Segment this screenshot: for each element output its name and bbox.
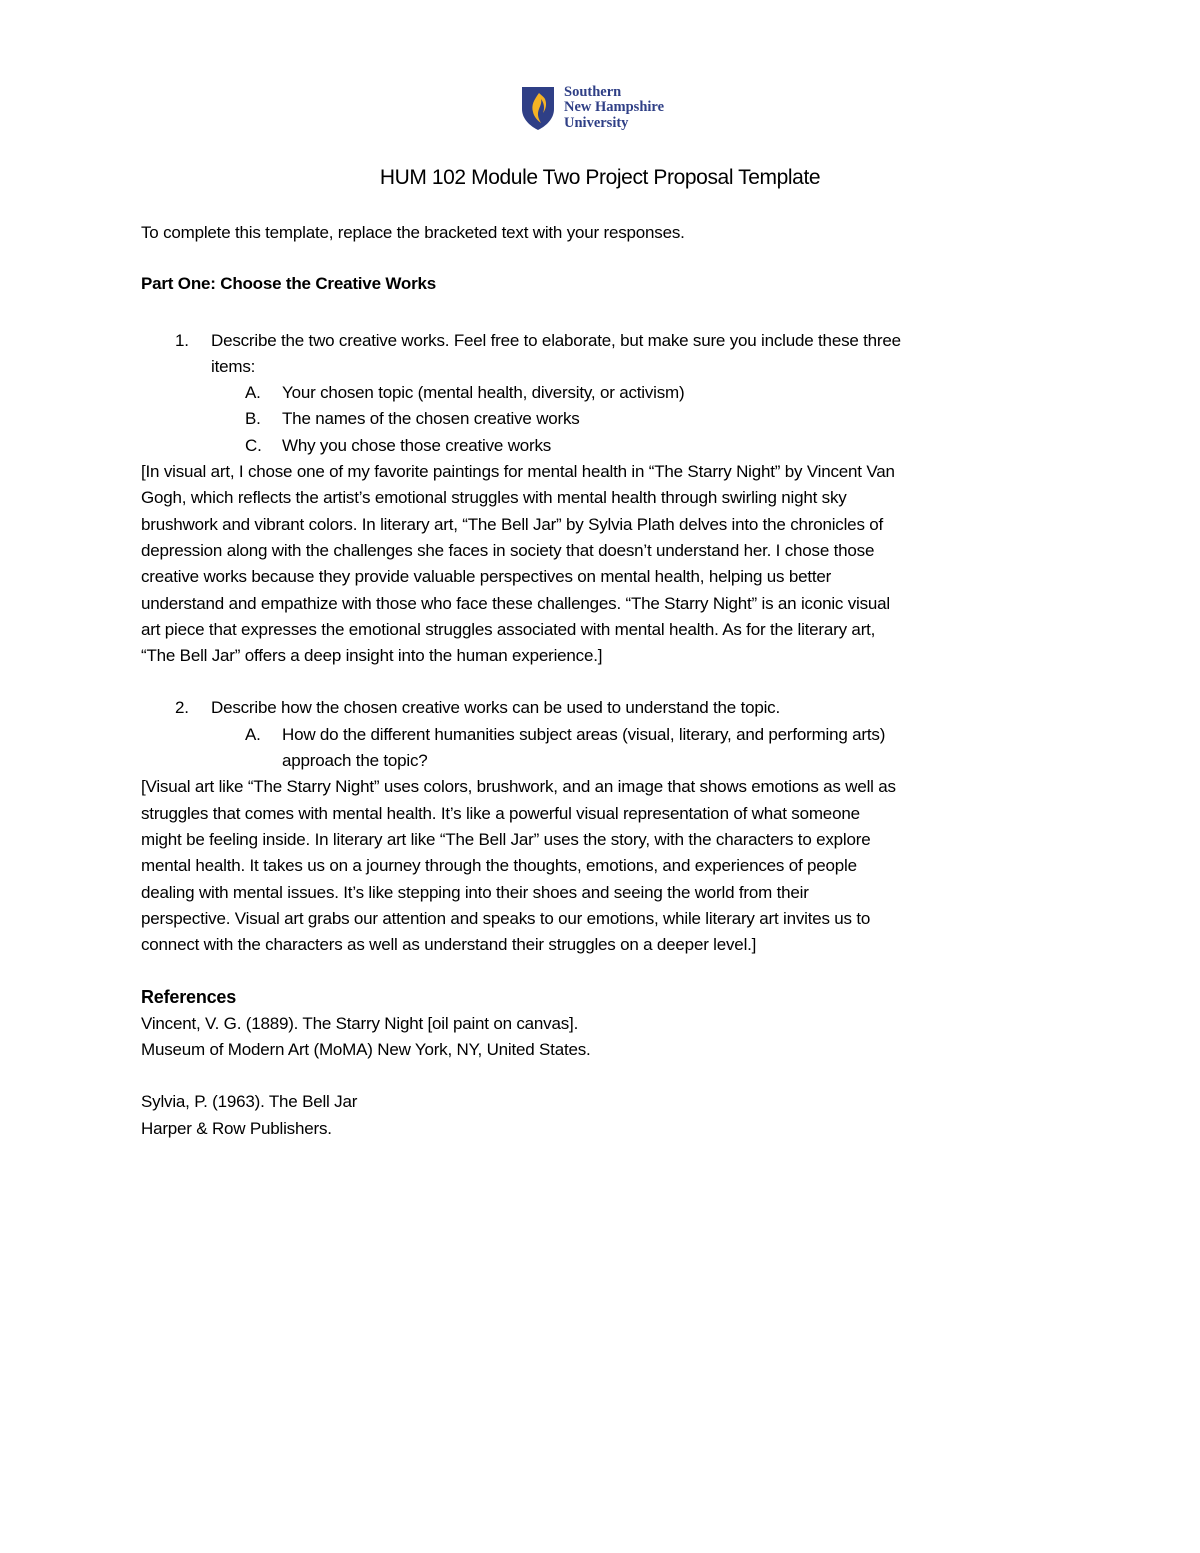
- item-marker: B.: [245, 409, 261, 429]
- answer-line: understand and empathize with those who face these challenges. “The Starry Night” is an iconic visual: [141, 593, 890, 613]
- answer-line: “The Bell Jar” offers a deep insight into the human experience.]: [141, 646, 603, 666]
- question-1-item-b: [141, 406, 1061, 432]
- item-marker: A.: [245, 724, 261, 744]
- answer-line: creative works because they provide valuable perspectives on mental health, helping us better: [141, 567, 832, 587]
- item-text: Why you chose those creative works: [282, 435, 552, 455]
- answer-line: [Visual art like “The Starry Night” uses colors, brushwork, and an image that shows emotions as well as: [141, 777, 896, 797]
- question-2-marker: 2.: [175, 698, 189, 718]
- reference-spacer: [141, 1063, 1061, 1089]
- reference-2-line-2: Harper & Row Publishers.: [141, 1118, 332, 1138]
- shield-flame-icon: [520, 85, 556, 131]
- question-2: [141, 695, 1061, 721]
- answer-line: [In visual art, I chose one of my favorite paintings for mental health in “The Starry Night” by Vincent Van: [141, 462, 895, 482]
- intro-text: To complete this template, replace the bracketed text with your responses.: [141, 223, 685, 242]
- answer-line: struggles that comes with mental health. It’s like a powerful visual representation of what someone: [141, 803, 860, 823]
- logo-line-1: Southern: [564, 83, 622, 100]
- question-1-line-2: items:: [211, 356, 256, 376]
- answer-line: connect with the characters as well as understand their struggles on a deeper level.]: [141, 935, 757, 955]
- part-one-heading: Part One: Choose the Creative Works: [141, 274, 436, 294]
- university-logo: [520, 83, 700, 133]
- logo-line-2: New Hampshire: [564, 99, 665, 116]
- logo-wordmark: [564, 85, 664, 132]
- answer-line: dealing with mental issues. It’s like stepping into their shoes and seeing the world from their: [141, 882, 809, 902]
- answer-1: [141, 459, 1061, 669]
- question-1-line-1: Describe the two creative works. Feel free to elaborate, but make sure you include these three: [211, 330, 901, 350]
- item-text-line-1: How do the different humanities subject areas (visual, literary, and performing arts): [282, 724, 886, 744]
- item-text: Your chosen topic (mental health, diversity, or activism): [282, 383, 685, 403]
- answer-line: mental health. It takes us on a journey through the thoughts, emotions, and experiences of people: [141, 856, 857, 876]
- answer-line: art piece that expresses the emotional struggles associated with mental health. As for the literary art,: [141, 619, 876, 639]
- question-1-item-a: [141, 380, 1061, 406]
- item-text-line-2: approach the topic?: [282, 751, 428, 771]
- question-2-text: Describe how the chosen creative works can be used to understand the topic.: [211, 698, 781, 718]
- document-body: [141, 220, 1061, 1142]
- answer-line: might be feeling inside. In literary art like “The Bell Jar” uses the story, with the characters to explore: [141, 829, 871, 849]
- page-title: HUM 102 Module Two Project Proposal Template: [379, 166, 821, 189]
- reference-2-line-1: Sylvia, P. (1963). The Bell Jar: [141, 1092, 358, 1112]
- question-1-marker: 1.: [175, 330, 189, 350]
- references-heading: References: [141, 987, 237, 1008]
- question-1-item-c: [141, 433, 1061, 459]
- item-text: The names of the chosen creative works: [282, 409, 580, 429]
- item-marker: A.: [245, 383, 261, 403]
- answer-2: [141, 774, 1061, 958]
- answer-line: depression along with the challenges she faces in society that doesn’t understand her. I chose those: [141, 540, 875, 560]
- answer-line: Gogh, which reflects the artist’s emotional struggles with mental health through swirling night sky: [141, 488, 847, 508]
- reference-1-line-2: Museum of Modern Art (MoMA) New York, NY, United States.: [141, 1040, 591, 1060]
- answer-line: brushwork and vibrant colors. In literary art, “The Bell Jar” by Sylvia Plath delves into the chronicles of: [141, 514, 884, 534]
- logo-line-3: University: [564, 114, 629, 131]
- answer-line: perspective. Visual art grabs our attention and speaks to our emotions, while literary art invites us to: [141, 908, 871, 928]
- reference-1-line-1: Vincent, V. G. (1889). The Starry Night [oil paint on canvas].: [141, 1013, 579, 1033]
- question-2-item-a: [141, 722, 1061, 775]
- question-1: [141, 328, 1061, 381]
- item-marker: C.: [245, 435, 262, 455]
